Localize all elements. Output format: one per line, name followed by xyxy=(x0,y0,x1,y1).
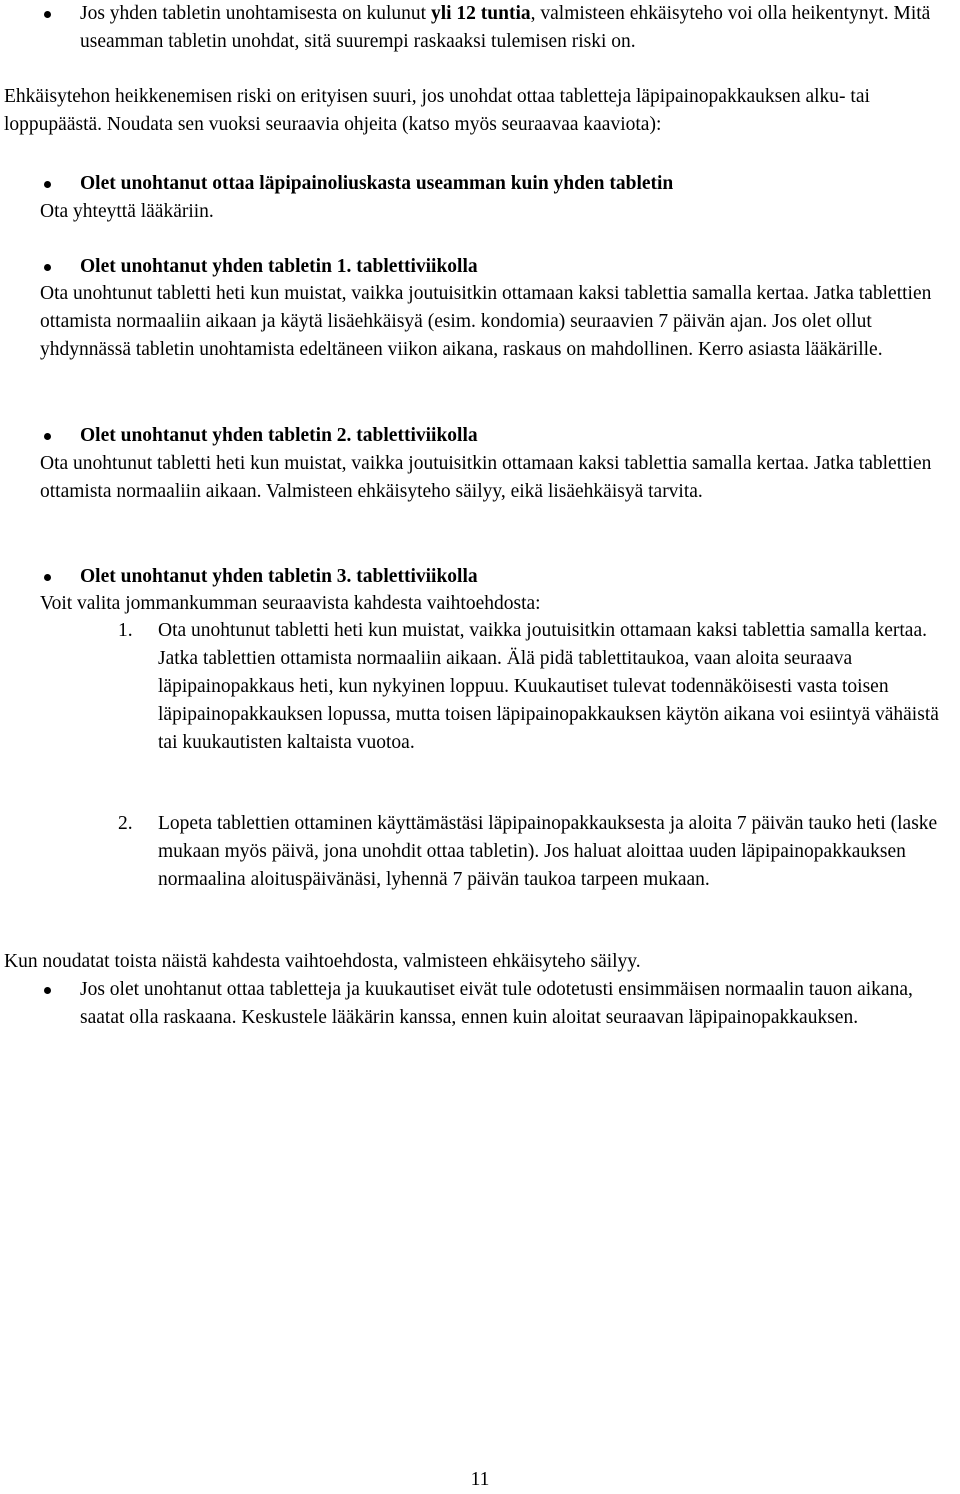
section-body: Ota yhteyttä lääkäriin. xyxy=(40,201,214,222)
risk-paragraph: Ehkäisytehon heikkenemisen riski on erityisen suuri, jos unohdat ottaa tabletteja läpipainopakkauksen alku- tai loppupäästä. Noudata sen vuoksi seuraavia ohjeita (katso myös seuraavaa kaaviota): xyxy=(4,86,870,135)
page-number: 11 xyxy=(470,1469,490,1490)
section-heading: Olet unohtanut yhden tabletin 2. tablettiviikolla xyxy=(80,425,478,446)
option-number: 2. xyxy=(118,813,133,834)
section-heading: Olet unohtanut yhden tabletin 3. tablettiviikolla xyxy=(80,566,478,587)
section-body: Ota unohtunut tabletti heti kun muistat, vaikka joutuisitkin ottamaan kaksi tablettia samalla kertaa. Jatka tablettien ottamista normaaliin aikaan ja käytä lisäehkäisyä (esim. kondomia) seuraavien 7 päivän ajan. Jos olet ollut yhdynnässä tabletin unohtamista edeltäneen viikon aikana, raskaus on mahdollinen. Kerro asiasta lääkärille. xyxy=(40,283,932,360)
bullet-icon xyxy=(44,574,51,581)
intro-bullet-text: Jos yhden tabletin unohtamisesta on kulunut yli 12 tuntia, valmisteen ehkäisyteho voi olla heikentynyt. Mitä useamman tabletin unohdat, sitä suurempi raskaaksi tulemisen riski on. xyxy=(80,3,931,52)
option-number: 1. xyxy=(118,620,133,641)
bullet-icon xyxy=(44,264,51,271)
bullet-icon xyxy=(44,181,51,188)
intro-bullet-bold: yli 12 tuntia xyxy=(430,3,531,24)
option-text: Lopeta tablettien ottaminen käyttämästäsi läpipainopakkauksesta ja aloita 7 päivän tauko heti (laske mukaan myös päivä, jona unohdit ottaa tabletin). Jos haluat aloittaa uuden läpipainopakkauksen normaalina aloituspäivänäsi, lyhennä 7 päivän taukoa tarpeen mukaan. xyxy=(158,813,938,890)
section-body: Voit valita jommankumman seuraavista kahdesta vaihtoehdosta: xyxy=(40,593,541,614)
final-bullet-text: Jos olet unohtanut ottaa tabletteja ja kuukautiset eivät tule odotetusti ensimmäisen normaalin tauon aikana, saatat olla raskaana. Keskustele lääkärin kanssa, ennen kuin aloitat seuraavan läpipainopakkauksen. xyxy=(80,979,913,1028)
bullet-icon xyxy=(44,987,51,994)
closing-paragraph: Kun noudatat toista näistä kahdesta vaihtoehdosta, valmisteen ehkäisyteho säilyy. xyxy=(4,951,641,972)
option-text: Ota unohtunut tabletti heti kun muistat, vaikka joutuisitkin ottamaan kaksi tablettia samalla kertaa. Jatka tablettien ottamista normaaliin aikaan. Älä pidä tablettitaukoa, vaan aloita seuraava läpipainopakkaus heti, kun nykyinen loppuu. Kuukautiset tulevat todennäköisesti vasta toisen läpipainopakkauksen lopussa, mutta toisen läpipainopakkauksen käytön aikana voi esiintyä vähäistä tai kuukautisten kaltaista vuotoa. xyxy=(158,620,939,753)
bullet-icon xyxy=(44,433,51,440)
section-heading: Olet unohtanut yhden tabletin 1. tablettiviikolla xyxy=(80,256,478,277)
section-heading: Olet unohtanut ottaa läpipainoliuskasta useamman kuin yhden tabletin xyxy=(80,173,674,194)
section-body: Ota unohtunut tabletti heti kun muistat, vaikka joutuisitkin ottamaan kaksi tablettia samalla kertaa. Jatka tablettien ottamista normaaliin aikaan. Valmisteen ehkäisyteho säilyy, eikä lisäehkäisyä tarvita. xyxy=(40,453,932,502)
bullet-icon xyxy=(44,11,51,18)
